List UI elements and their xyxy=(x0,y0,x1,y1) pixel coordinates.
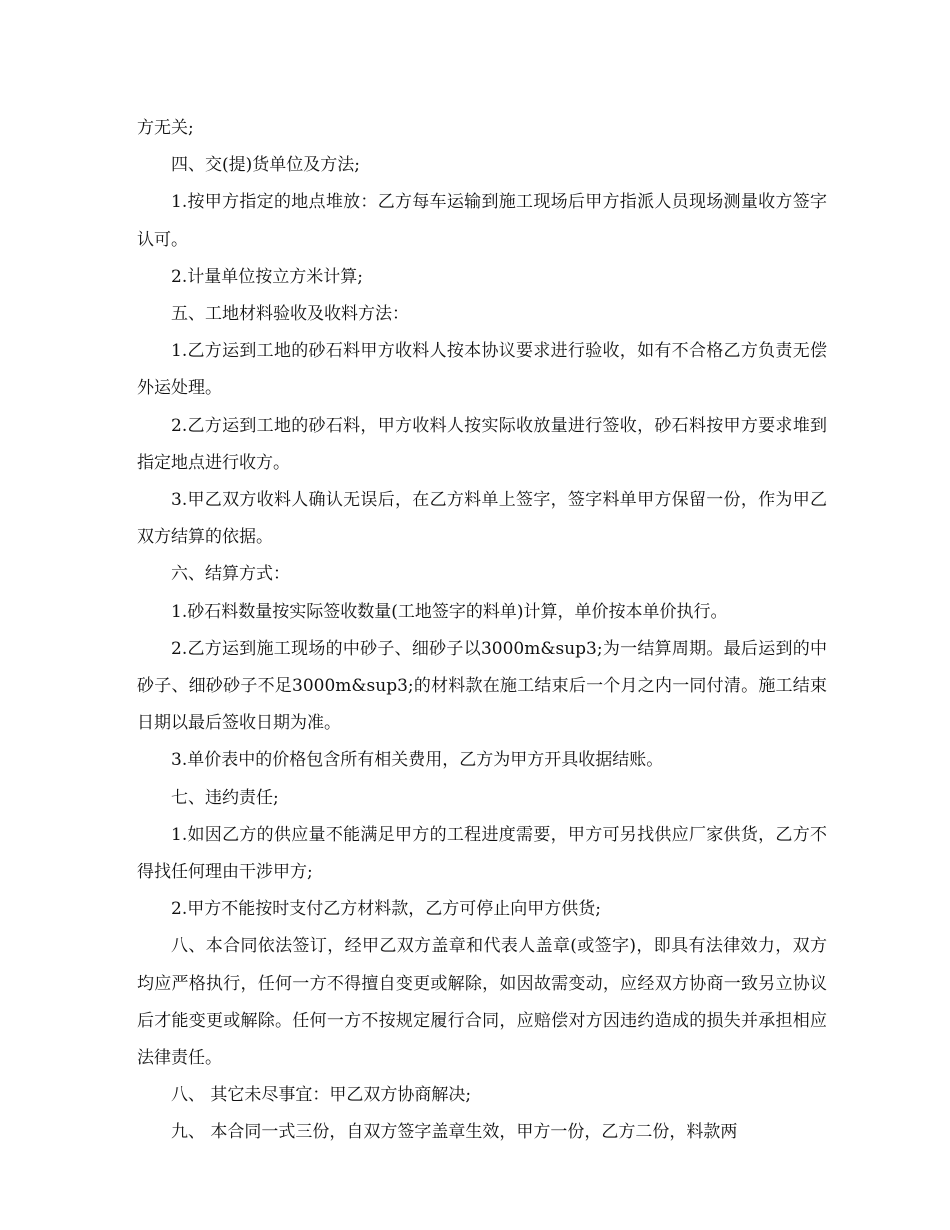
paragraph: 3.单价表中的价格包含所有相关费用，乙方为甲方开具收据结账。 xyxy=(171,750,664,771)
paragraph: 八、 其它未尽事宜：甲乙双方协商解决; xyxy=(171,1085,472,1106)
section-heading: 六、结算方式： xyxy=(171,564,290,585)
paragraph: 1.如因乙方的供应量不能满足甲方的工程进度需要，甲方可另找供应厂家供货，乙方不得找任何理由干涉甲方; xyxy=(137,824,827,883)
paragraph: 2.甲方不能按时支付乙方材料款，乙方可停止向甲方供货; xyxy=(171,899,601,920)
section-heading: 七、违约责任; xyxy=(171,787,279,808)
paragraph: 3.甲乙双方收料人确认无误后，在乙方料单上签字，签字料单甲方保留一份，作为甲乙双方结算的依据。 xyxy=(137,490,827,548)
paragraph: 1.砂石料数量按实际签收数量(工地签字的料单)计算，单价按本单价执行。 xyxy=(171,601,728,622)
paragraph: 方无关; xyxy=(137,118,194,138)
paragraph: 2.乙方运到工地的砂石料，甲方收料人按实际收放量进行签收，砂石料按甲方要求堆到指定地点进行收方。 xyxy=(137,415,827,473)
paragraph: 八、本合同依法签订，经甲乙双方盖章和代表人盖章(或签字)，即具有法律效力，双方均应严格执行，任何一方不得擅自变更或解除，如因故需变动，应经双方协商一致另立协议后才能变更或解除。任何一方不按规定履行合同，应赔偿对方因违约造成的损失并承担相应法律责任。 xyxy=(137,936,827,1069)
paragraph: 九、 本合同一式三份，自双方签字盖章生效，甲方一份，乙方二份，料款两 xyxy=(171,1122,738,1143)
section-heading: 五、工地材料验收及收料方法： xyxy=(171,304,409,325)
paragraph: 2.计量单位按立方米计算; xyxy=(171,266,363,287)
document-body xyxy=(137,110,827,1152)
paragraph: 1.按甲方指定的地点堆放：乙方每车运输到施工现场后甲方指派人员现场测量收方签字认可。 xyxy=(137,192,827,250)
section-heading: 四、交(提)货单位及方法; xyxy=(171,155,360,176)
paragraph: 2.乙方运到施工现场的中砂子、细砂子以3000m&sup3;为一结算周期。最后运到的中砂子、细砂砂子不足3000m&sup3;的材料款在施工结束后一个月之内一同付清。施工结束日期以最后签收日期为准。 xyxy=(137,638,827,734)
paragraph: 1.乙方运到工地的砂石料甲方收料人按本协议要求进行验收，如有不合格乙方负责无偿外运处理。 xyxy=(137,341,827,399)
